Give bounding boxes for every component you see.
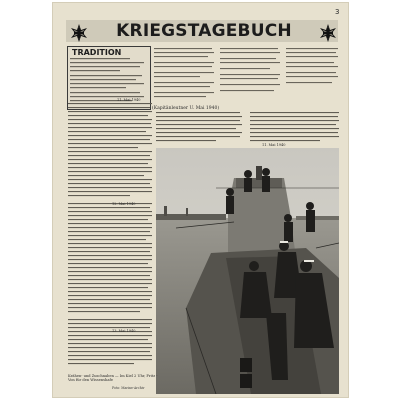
entry-date: 11. Mai 1940 (262, 143, 286, 147)
iron-cross-icon (318, 23, 338, 43)
upper-column-text (156, 112, 339, 146)
iron-cross-icon (69, 23, 89, 43)
left-column-text (68, 103, 152, 371)
entry-date: 12. Mai 1940 (112, 202, 136, 206)
photo-caption-left: Krähen- und Zuschnaben — Im Kiel 2 Uhr, Fritz - Von für den Wissenshafe (68, 374, 158, 383)
page-title: KRIEGSTAGEBUCH (116, 21, 292, 41)
page-number: 3 (335, 8, 340, 16)
subheading: (Kapitänleutner U. Mai 1940) (152, 106, 220, 111)
tradition-heading: TRADITION (72, 48, 122, 57)
magazine-page (52, 2, 349, 398)
entry-date: 13. Mai 1940 (112, 329, 136, 333)
uboat-photograph (156, 148, 339, 394)
photo-credit: Foto: Marine-Archiv (112, 386, 145, 390)
top-text-columns (154, 48, 338, 104)
entry-date: 11. Mai 1940 (117, 98, 141, 102)
